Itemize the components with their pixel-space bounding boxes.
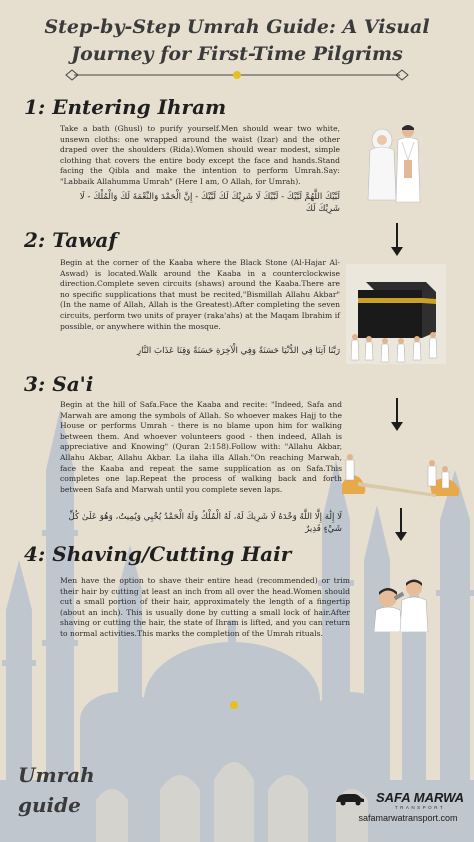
- brand-name: SAFA MARWA: [375, 790, 465, 805]
- page-title: Step-by-Step Umrah Guide: A Visual Journey for First-Time Pilgrims: [44, 16, 430, 65]
- section-3-arabic: لَا إِلَٰهَ إِلَّا اللَّهُ وَحْدَهُ لَا شَرِيكَ لَهُ، لَهُ الْمُلْكُ وَلَهُ الْحَمْدُ يُحْيِي وَيُمِيتُ، وَهُوَ عَلَىٰ كُلِّ شَيْءٍ قَدِيرٌ: [68, 512, 342, 534]
- brand-url[interactable]: safamarwatransport.com: [358, 813, 458, 823]
- section-2-title: 2: Tawaf: [24, 228, 117, 252]
- section-1-body: Take a bath (Ghusl) to purify yourself.Men should wear two white, unsewn cloths: one wrapped around the waist (Izar) and the other draped over the shoulders (Rida).Women should wear modest, simple clothing that covers the entire body except the face and hands.Stand facing the Qibla and make the intention to perform Umrah.Say: "Labbaik Allahumma Umrah" (Here I am, O Allah, for Umrah).: [60, 124, 340, 186]
- section-4-title: 4: Shaving/Cutting Hair: [24, 542, 292, 566]
- hair-cutting-illustration: [372, 576, 432, 632]
- section-3-title: 3: Sa'i: [24, 372, 94, 396]
- section-3-body: Begin at the hill of Safa.Face the Kaaba and recite: "Indeed, Safa and Marwah are among the symbols of Allah. So whoever makes Hajj to the House or performs Umrah - there is no blame upon him for walking between them. And whoever volunteers good - then indeed, Allah is appreciative and Knowing" (Quran 2:158).Follow with: "Allahu Akbar, Allahu Akbar, Allahu Akbar. La ilaha illa Allah."On reaching Marwah, face the Kaaba and repeat the same supplication as on Safa.This completes one lap.Repeat the process of walking back and forth between Safa and Marwah until you complete seven laps.: [60, 400, 342, 494]
- section-1-arabic: لَبَّيْكَ اللَّهُمَّ لَبَّيْكَ - لَبَّيْكَ لَا شَرِيْكَ لَكَ لَبَّيْكَ - إِنَّ الْحَمْدَ وَالنِّعْمَةَ لَكَ وَالْمُلْكَ - لَا شَرِيْكَ لَكَ: [79, 192, 340, 214]
- divider-ornament-icon: [64, 65, 410, 85]
- down-arrow-icon: [389, 398, 405, 432]
- down-arrow-icon: [389, 223, 405, 257]
- section-1-title: 1: Entering Ihram: [24, 95, 227, 119]
- umrah-guide-label: Umrah guide: [18, 763, 95, 817]
- section-2-arabic: رَبَّنَا آتِنَا فِي الدُّنْيَا حَسَنَةً وَفِي الْآخِرَةِ حَسَنَةً وَقِنَا عَذَابَ النَّارِ: [136, 346, 340, 356]
- down-arrow-icon: [393, 508, 409, 542]
- brand-subtitle: TRANSPORT: [394, 805, 446, 810]
- section-4-body: Men have the option to shave their entire head (recommended) or trim their hair by cutting at least an inch from all over the head.Women should cut a small portion of their hair, approximately the length of a fingertip (about an inch). This is usually done by cutting a small lock of hair.After shaving or cutting the hair, the state of Ihram is lifted, and you can return to normal activities.This marks the completion of the Umrah rituals.: [60, 576, 350, 638]
- ihram-pilgrims-illustration: [364, 120, 426, 204]
- kaaba-tawaf-illustration: [344, 262, 448, 366]
- section-2-body: Begin at the corner of the Kaaba where the Black Stone (Al-Hajar Al-Aswad) is located.Walk around the Kaaba in a counterclockwise direction.Complete seven circuits (shaws) around the Kaaba.There are no specific supplications that must be recited,"Bismillah Allahu Akbar" (In the name of Allah, Allah is the Greatest).After completing the seven circuits, perform two units of prayer (raka'ahs) at the Maqam Ibrahim if possible, or anywhere within the mosque.: [60, 258, 340, 331]
- safa-marwah-illustration: [338, 444, 466, 504]
- brand-block: [352, 790, 470, 823]
